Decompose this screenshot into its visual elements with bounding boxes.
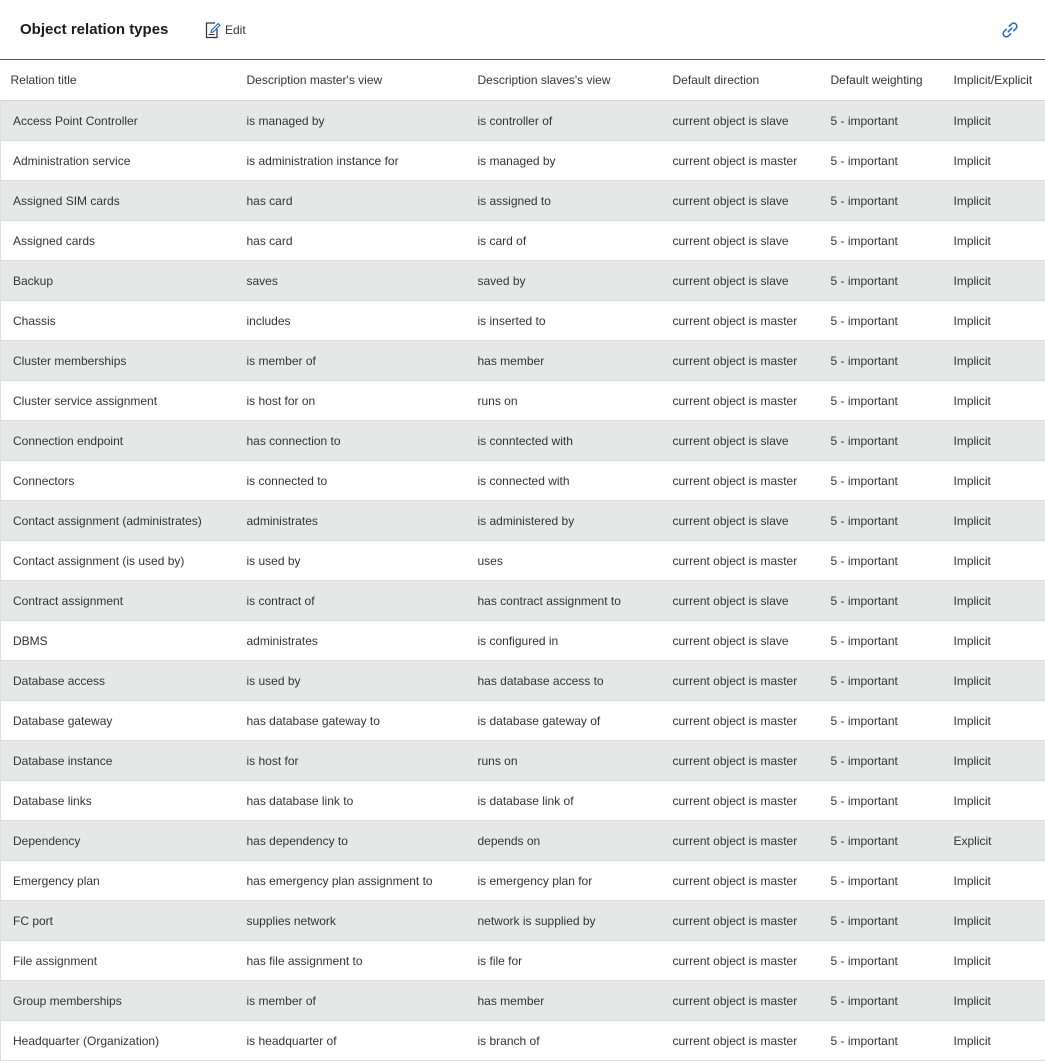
link-icon xyxy=(1000,27,1020,44)
table-row[interactable] xyxy=(1,941,1045,981)
cell-slave-view: is inserted to xyxy=(468,301,663,341)
table-row[interactable] xyxy=(1,261,1045,301)
cell-default-weighting: 5 - important xyxy=(821,901,944,941)
table-row[interactable] xyxy=(1,661,1045,701)
table-row[interactable] xyxy=(1,301,1045,341)
cell-slave-view: has contract assignment to xyxy=(468,581,663,621)
cell-default-direction: current object is master xyxy=(663,901,821,941)
cell-slave-view: has database access to xyxy=(468,661,663,701)
edit-icon xyxy=(204,21,221,39)
cell-relation-title: Connection endpoint xyxy=(1,421,237,461)
cell-default-weighting: 5 - important xyxy=(821,581,944,621)
cell-default-weighting: 5 - important xyxy=(821,261,944,301)
cell-relation-title: Chassis xyxy=(1,301,237,341)
cell-implicit-explicit: Implicit xyxy=(944,541,1045,581)
cell-slave-view: is assigned to xyxy=(468,181,663,221)
cell-implicit-explicit: Implicit xyxy=(944,861,1045,901)
cell-implicit-explicit: Implicit xyxy=(944,181,1045,221)
cell-master-view: has card xyxy=(237,221,468,261)
cell-relation-title: DBMS xyxy=(1,621,237,661)
table-row[interactable] xyxy=(1,581,1045,621)
cell-master-view: is used by xyxy=(237,541,468,581)
cell-slave-view: is controller of xyxy=(468,101,663,141)
cell-master-view: is host for xyxy=(237,741,468,781)
cell-default-weighting: 5 - important xyxy=(821,301,944,341)
cell-implicit-explicit: Implicit xyxy=(944,221,1045,261)
cell-default-weighting: 5 - important xyxy=(821,101,944,141)
cell-implicit-explicit: Implicit xyxy=(944,341,1045,381)
cell-default-weighting: 5 - important xyxy=(821,541,944,581)
cell-default-direction: current object is master xyxy=(663,981,821,1021)
cell-master-view: administrates xyxy=(237,501,468,541)
cell-default-direction: current object is master xyxy=(663,301,821,341)
cell-master-view: is host for on xyxy=(237,381,468,421)
cell-master-view: has card xyxy=(237,181,468,221)
cell-slave-view: has member xyxy=(468,341,663,381)
cell-implicit-explicit: Implicit xyxy=(944,701,1045,741)
cell-slave-view: runs on xyxy=(468,741,663,781)
cell-implicit-explicit: Implicit xyxy=(944,261,1045,301)
cell-implicit-explicit: Implicit xyxy=(944,661,1045,701)
page-header xyxy=(0,0,1045,60)
table-row[interactable] xyxy=(1,101,1045,141)
cell-implicit-explicit: Implicit xyxy=(944,901,1045,941)
cell-relation-title: Dependency xyxy=(1,821,237,861)
cell-implicit-explicit: Implicit xyxy=(944,461,1045,501)
cell-implicit-explicit: Explicit xyxy=(944,821,1045,861)
cell-master-view: has dependency to xyxy=(237,821,468,861)
cell-master-view: is administration instance for xyxy=(237,141,468,181)
cell-relation-title: Database instance xyxy=(1,741,237,781)
cell-default-weighting: 5 - important xyxy=(821,701,944,741)
cell-master-view: has file assignment to xyxy=(237,941,468,981)
cell-master-view: includes xyxy=(237,301,468,341)
cell-implicit-explicit: Implicit xyxy=(944,981,1045,1021)
cell-master-view: is used by xyxy=(237,661,468,701)
cell-default-direction: current object is master xyxy=(663,461,821,501)
table-header-row xyxy=(1,60,1045,101)
cell-relation-title: Connectors xyxy=(1,461,237,501)
cell-default-direction: current object is master xyxy=(663,821,821,861)
cell-implicit-explicit: Implicit xyxy=(944,621,1045,661)
cell-default-weighting: 5 - important xyxy=(821,621,944,661)
cell-relation-title: Database links xyxy=(1,781,237,821)
table-row[interactable] xyxy=(1,421,1045,461)
table-row[interactable] xyxy=(1,821,1045,861)
cell-relation-title: Contact assignment (is used by) xyxy=(1,541,237,581)
cell-default-direction: current object is slave xyxy=(663,181,821,221)
cell-master-view: supplies network xyxy=(237,901,468,941)
cell-default-direction: current object is slave xyxy=(663,261,821,301)
cell-default-direction: current object is slave xyxy=(663,621,821,661)
cell-slave-view: uses xyxy=(468,541,663,581)
cell-master-view: has emergency plan assignment to xyxy=(237,861,468,901)
cell-relation-title: Assigned cards xyxy=(1,221,237,261)
cell-relation-title: Headquarter (Organization) xyxy=(1,1021,237,1061)
cell-relation-title: Cluster memberships xyxy=(1,341,237,381)
cell-relation-title: Cluster service assignment xyxy=(1,381,237,421)
cell-implicit-explicit: Implicit xyxy=(944,381,1045,421)
table-row[interactable] xyxy=(1,861,1045,901)
cell-default-direction: current object is master xyxy=(663,781,821,821)
cell-default-weighting: 5 - important xyxy=(821,221,944,261)
cell-default-weighting: 5 - important xyxy=(821,421,944,461)
cell-default-weighting: 5 - important xyxy=(821,661,944,701)
cell-slave-view: has member xyxy=(468,981,663,1021)
cell-implicit-explicit: Implicit xyxy=(944,941,1045,981)
cell-default-direction: current object is slave xyxy=(663,221,821,261)
cell-default-weighting: 5 - important xyxy=(821,381,944,421)
column-header-relation-title[interactable]: Relation title xyxy=(1,60,237,101)
column-header-implicit-explicit[interactable]: Implicit/Explicit xyxy=(944,60,1045,101)
cell-default-direction: current object is slave xyxy=(663,101,821,141)
cell-default-direction: current object is slave xyxy=(663,501,821,541)
cell-slave-view: is configured in xyxy=(468,621,663,661)
cell-default-direction: current object is master xyxy=(663,701,821,741)
table-row[interactable] xyxy=(1,181,1045,221)
cell-relation-title: Backup xyxy=(1,261,237,301)
cell-master-view: has database link to xyxy=(237,781,468,821)
cell-slave-view: is managed by xyxy=(468,141,663,181)
permalink-button[interactable] xyxy=(1000,20,1020,40)
cell-slave-view: is card of xyxy=(468,221,663,261)
cell-implicit-explicit: Implicit xyxy=(944,581,1045,621)
cell-relation-title: FC port xyxy=(1,901,237,941)
cell-relation-title: Assigned SIM cards xyxy=(1,181,237,221)
cell-master-view: has database gateway to xyxy=(237,701,468,741)
cell-default-direction: current object is master xyxy=(663,541,821,581)
cell-implicit-explicit: Implicit xyxy=(944,501,1045,541)
cell-default-weighting: 5 - important xyxy=(821,741,944,781)
cell-default-weighting: 5 - important xyxy=(821,1021,944,1061)
table-row[interactable] xyxy=(1,541,1045,581)
cell-default-weighting: 5 - important xyxy=(821,341,944,381)
cell-master-view: saves xyxy=(237,261,468,301)
table-row[interactable] xyxy=(1,621,1045,661)
cell-master-view: is member of xyxy=(237,341,468,381)
table-row[interactable] xyxy=(1,701,1045,741)
cell-relation-title: File assignment xyxy=(1,941,237,981)
cell-default-direction: current object is master xyxy=(663,661,821,701)
cell-slave-view: saved by xyxy=(468,261,663,301)
cell-slave-view: is branch of xyxy=(468,1021,663,1061)
column-header-default-direction[interactable]: Default direction xyxy=(663,60,821,101)
cell-default-weighting: 5 - important xyxy=(821,141,944,181)
cell-default-direction: current object is slave xyxy=(663,421,821,461)
cell-default-direction: current object is slave xyxy=(663,581,821,621)
cell-default-weighting: 5 - important xyxy=(821,941,944,981)
column-header-slave-view[interactable]: Description slaves's view xyxy=(468,60,663,101)
table-row[interactable] xyxy=(1,141,1045,181)
edit-label: Edit xyxy=(225,23,246,37)
cell-slave-view: is database gateway of xyxy=(468,701,663,741)
cell-relation-title: Database access xyxy=(1,661,237,701)
cell-relation-title: Contract assignment xyxy=(1,581,237,621)
relation-types-table xyxy=(0,60,1045,1061)
cell-default-direction: current object is master xyxy=(663,141,821,181)
table-row[interactable] xyxy=(1,781,1045,821)
cell-default-weighting: 5 - important xyxy=(821,181,944,221)
cell-slave-view: network is supplied by xyxy=(468,901,663,941)
cell-slave-view: is administered by xyxy=(468,501,663,541)
cell-default-direction: current object is master xyxy=(663,1021,821,1061)
cell-relation-title: Access Point Controller xyxy=(1,101,237,141)
cell-master-view: is member of xyxy=(237,981,468,1021)
cell-default-direction: current object is master xyxy=(663,381,821,421)
column-header-default-weighting[interactable]: Default weighting xyxy=(821,60,944,101)
cell-slave-view: is database link of xyxy=(468,781,663,821)
cell-implicit-explicit: Implicit xyxy=(944,421,1045,461)
cell-default-direction: current object is master xyxy=(663,861,821,901)
table-row[interactable] xyxy=(1,341,1045,381)
table-row[interactable] xyxy=(1,221,1045,261)
cell-implicit-explicit: Implicit xyxy=(944,301,1045,341)
cell-implicit-explicit: Implicit xyxy=(944,781,1045,821)
cell-implicit-explicit: Implicit xyxy=(944,141,1045,181)
page-title: Object relation types xyxy=(20,21,168,39)
edit-button[interactable] xyxy=(204,20,246,40)
cell-default-weighting: 5 - important xyxy=(821,781,944,821)
cell-relation-title: Group memberships xyxy=(1,981,237,1021)
cell-relation-title: Administration service xyxy=(1,141,237,181)
cell-slave-view: is conntected with xyxy=(468,421,663,461)
cell-default-direction: current object is master xyxy=(663,741,821,781)
cell-slave-view: is file for xyxy=(468,941,663,981)
cell-default-weighting: 5 - important xyxy=(821,861,944,901)
cell-master-view: is connected to xyxy=(237,461,468,501)
table-row[interactable] xyxy=(1,741,1045,781)
cell-relation-title: Emergency plan xyxy=(1,861,237,901)
column-header-master-view[interactable]: Description master's view xyxy=(237,60,468,101)
cell-master-view: is contract of xyxy=(237,581,468,621)
cell-implicit-explicit: Implicit xyxy=(944,101,1045,141)
table-row[interactable] xyxy=(1,461,1045,501)
cell-default-weighting: 5 - important xyxy=(821,981,944,1021)
cell-master-view: has connection to xyxy=(237,421,468,461)
cell-master-view: is managed by xyxy=(237,101,468,141)
cell-slave-view: runs on xyxy=(468,381,663,421)
cell-default-weighting: 5 - important xyxy=(821,501,944,541)
cell-slave-view: is connected with xyxy=(468,461,663,501)
cell-master-view: administrates xyxy=(237,621,468,661)
cell-default-weighting: 5 - important xyxy=(821,461,944,501)
cell-default-direction: current object is master xyxy=(663,941,821,981)
table-row[interactable] xyxy=(1,981,1045,1021)
cell-default-direction: current object is master xyxy=(663,341,821,381)
cell-implicit-explicit: Implicit xyxy=(944,1021,1045,1061)
cell-implicit-explicit: Implicit xyxy=(944,741,1045,781)
cell-slave-view: is emergency plan for xyxy=(468,861,663,901)
cell-relation-title: Contact assignment (administrates) xyxy=(1,501,237,541)
cell-slave-view: depends on xyxy=(468,821,663,861)
cell-master-view: is headquarter of xyxy=(237,1021,468,1061)
table-row[interactable] xyxy=(1,501,1045,541)
table-row[interactable] xyxy=(1,1021,1045,1061)
cell-relation-title: Database gateway xyxy=(1,701,237,741)
table-row[interactable] xyxy=(1,901,1045,941)
cell-default-weighting: 5 - important xyxy=(821,821,944,861)
table-row[interactable] xyxy=(1,381,1045,421)
